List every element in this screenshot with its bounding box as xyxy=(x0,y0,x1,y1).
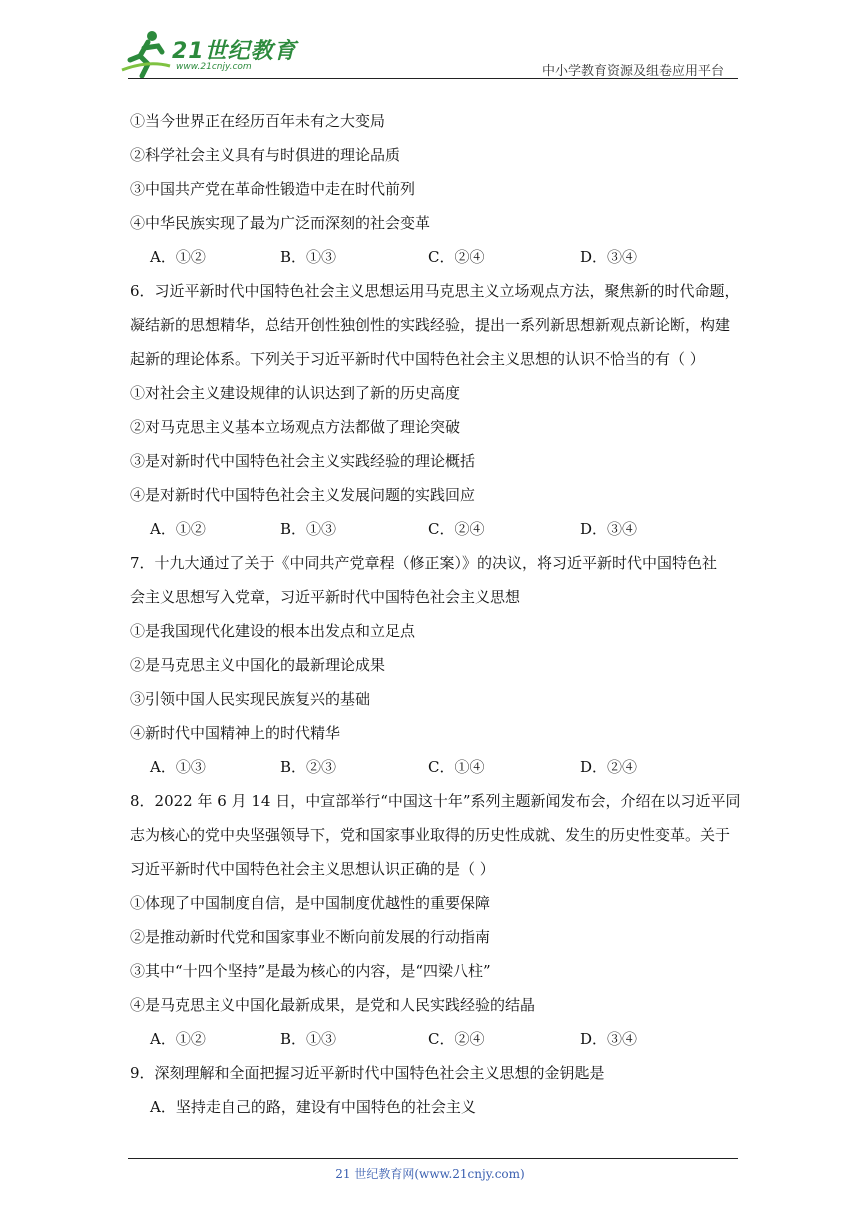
q6-item-1: ①对社会主义建设规律的认识达到了新的历史高度 xyxy=(130,384,461,402)
q7-stem-2: 会主义思想写入党章，习近平新时代中国特色社会主义思想 xyxy=(130,588,521,606)
q6-item-4: ④是对新时代中国特色社会主义发展问题的实践回应 xyxy=(130,486,476,504)
q8-stem-3: 习近平新时代中国特色社会主义思想认识正确的是（ ） xyxy=(130,860,495,878)
q5-item-3: ③中国共产党在革命性锻造中走在时代前列 xyxy=(130,180,416,198)
logo-url: www.21cnjy.com xyxy=(176,62,252,72)
q9-option-a[interactable]: A．坚持走自己的路，建设有中国特色的社会主义 xyxy=(150,1098,476,1116)
q6-option-a[interactable]: A．①② xyxy=(150,520,206,538)
platform-title: 中小学教育资源及组卷应用平台 xyxy=(542,64,725,79)
q8-item-1: ①体现了中国制度自信，是中国制度优越性的重要保障 xyxy=(130,894,491,912)
q5-item-4: ④中华民族实现了最为广泛而深刻的社会变革 xyxy=(130,214,431,232)
q8-option-b[interactable]: B．①③ xyxy=(280,1030,337,1048)
q7-option-c[interactable]: C．①④ xyxy=(428,758,485,776)
q6-option-b[interactable]: B．①③ xyxy=(280,520,337,538)
q5-option-a[interactable]: A．①② xyxy=(150,248,206,266)
q7-option-b[interactable]: B．②③ xyxy=(280,758,337,776)
header-divider xyxy=(128,78,738,79)
q6-item-3: ③是对新时代中国特色社会主义实践经验的理论概括 xyxy=(130,452,476,470)
q6-option-d[interactable]: D．③④ xyxy=(580,520,638,538)
footer-divider xyxy=(128,1158,738,1159)
q8-stem-2: 志为核心的党中央坚强领导下，党和国家事业取得的历史性成就、发生的历史性变革。关于 xyxy=(130,826,731,844)
q7-item-2: ②是马克思主义中国化的最新理论成果 xyxy=(130,656,386,674)
q7-option-a[interactable]: A．①③ xyxy=(150,758,206,776)
q5-option-c[interactable]: C．②④ xyxy=(428,248,485,266)
q7-item-3: ③引领中国人民实现民族复兴的基础 xyxy=(130,690,371,708)
footer-text[interactable]: 21 世纪教育网(www.21cnjy.com) xyxy=(335,1167,525,1181)
q5-item-1: ①当今世界正在经历百年未有之大变局 xyxy=(130,112,386,130)
q6-stem-3: 起新的理论体系。下列关于习近平新时代中国特色社会主义思想的认识不恰当的有（ ） xyxy=(130,350,705,368)
logo-text: 21世纪教育 xyxy=(172,39,297,64)
q8-option-c[interactable]: C．②④ xyxy=(428,1030,485,1048)
q8-option-d[interactable]: D．③④ xyxy=(580,1030,638,1048)
q6-item-2: ②对马克思主义基本立场观点方法都做了理论突破 xyxy=(130,418,461,436)
q9-stem-1: 9．深刻理解和全面把握习近平新时代中国特色社会主义思想的金钥匙是 xyxy=(130,1064,605,1082)
q8-item-2: ②是推动新时代党和国家事业不断向前发展的行动指南 xyxy=(130,928,491,946)
q7-stem-1: 7．十九大通过了关于《中同共产党章程（修正案）》的决议，将习近平新时代中国特色社 xyxy=(130,554,718,572)
q8-item-4: ④是马克思主义中国化最新成果，是党和人民实践经验的结晶 xyxy=(130,996,536,1014)
q7-option-d[interactable]: D．②④ xyxy=(580,758,638,776)
page-header xyxy=(0,0,860,90)
q6-option-c[interactable]: C．②④ xyxy=(428,520,485,538)
q7-item-1: ①是我国现代化建设的根本出发点和立足点 xyxy=(130,622,416,640)
q8-item-3: ③其中“十四个坚持”是最为核心的内容，是“四梁八柱” xyxy=(130,962,491,980)
q8-option-a[interactable]: A．①② xyxy=(150,1030,206,1048)
q5-option-d[interactable]: D．③④ xyxy=(580,248,638,266)
q5-item-2: ②科学社会主义具有与时俱进的理论品质 xyxy=(130,146,401,164)
q6-stem-1: 6．习近平新时代中国特色社会主义思想运用马克思主义立场观点方法，聚焦新的时代命题， xyxy=(130,282,740,300)
q5-option-b[interactable]: B．①③ xyxy=(280,248,337,266)
q7-item-4: ④新时代中国精神上的时代精华 xyxy=(130,724,341,742)
q8-stem-1: 8．2022 年 6 月 14 日，中宣部举行“中国这十年”系列主题新闻发布会，介绍在以习近平同 xyxy=(130,792,741,810)
q6-stem-2: 凝结新的思想精华，总结开创性独创性的实践经验，提出一系列新思想新观点新论断，构建 xyxy=(130,316,731,334)
